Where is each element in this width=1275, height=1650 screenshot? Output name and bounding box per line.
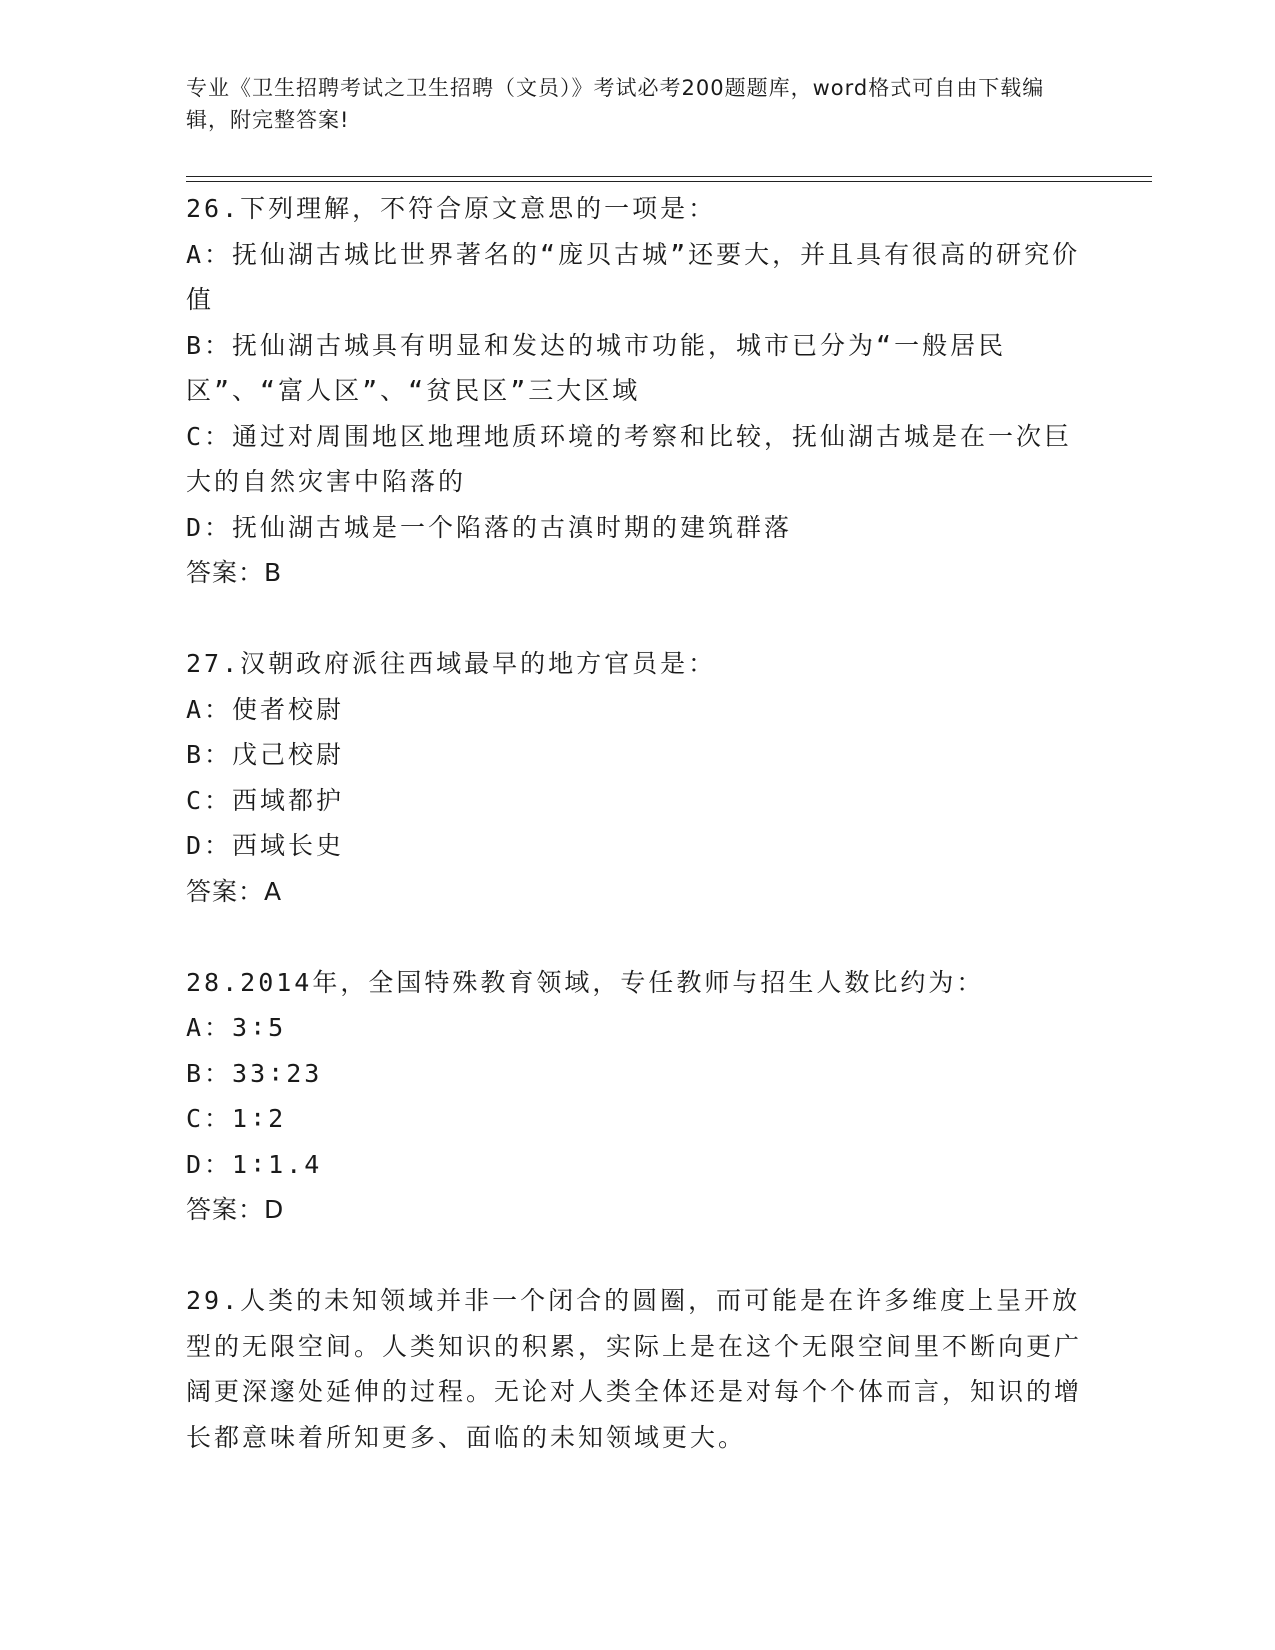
spacer (186, 1233, 1086, 1279)
answer: 答案：B (186, 558, 283, 587)
question-28 (186, 960, 1086, 1233)
option-c: C：西域都护 (186, 785, 345, 815)
header-divider-top (186, 176, 1152, 177)
question-29 (186, 1278, 1086, 1460)
question-27 (186, 641, 1086, 914)
question-stem: 29.人类的未知领域并非一个闭合的圆圈，而可能是在许多维度上呈开放型的无限空间。人类知识的积累，实际上是在这个无限空间里不断向更广阔更深邃处延伸的过程。无论对人类全体还是对每个个体而言，知识的增长都意味着所知更多、面临的未知领域更大。 (186, 1286, 1083, 1452)
option-b: B：戊己校尉 (186, 740, 345, 769)
option-d: D：西域长史 (186, 831, 345, 860)
question-26 (186, 186, 1086, 596)
option-b: B：33∶23 (186, 1058, 323, 1088)
option-a: A：使者校尉 (186, 694, 345, 724)
option-c: C：通过对周围地区地理地质环境的考察和比较，抚仙湖古城是在一次巨大的自然灾害中陷落的 (186, 421, 1073, 496)
answer: 答案：D (186, 1195, 285, 1224)
spacer (186, 914, 1086, 960)
header-divider-bottom (186, 181, 1152, 182)
option-d: D：1∶1.4 (186, 1149, 323, 1179)
option-a: A：抚仙湖古城比世界著名的“庞贝古城”还要大，并且具有很高的研究价值 (186, 239, 1081, 314)
question-list (186, 186, 1086, 1460)
question-stem: 27.汉朝政府派往西域最早的地方官员是： (186, 649, 717, 678)
option-b: B：抚仙湖古城具有明显和发达的城市功能，城市已分为“一般居民区”、“富人区”、“贫民区”三大区域 (186, 330, 1007, 405)
option-d: D：抚仙湖古城是一个陷落的古滇时期的建筑群落 (186, 512, 793, 542)
document-header: 专业《卫生招聘考试之卫生招聘（文员）》考试必考200题题库，word格式可自由下载编辑，附完整答案! (186, 76, 1045, 132)
option-a: A：3∶5 (186, 1013, 287, 1042)
answer: 答案：A (186, 876, 283, 906)
question-stem: 28.2014年，全国特殊教育领域，专任教师与招生人数比约为： (186, 967, 985, 997)
question-stem: 26.下列理解，不符合原文意思的一项是： (186, 194, 717, 223)
option-c: C：1∶2 (186, 1104, 287, 1133)
spacer (186, 596, 1086, 642)
